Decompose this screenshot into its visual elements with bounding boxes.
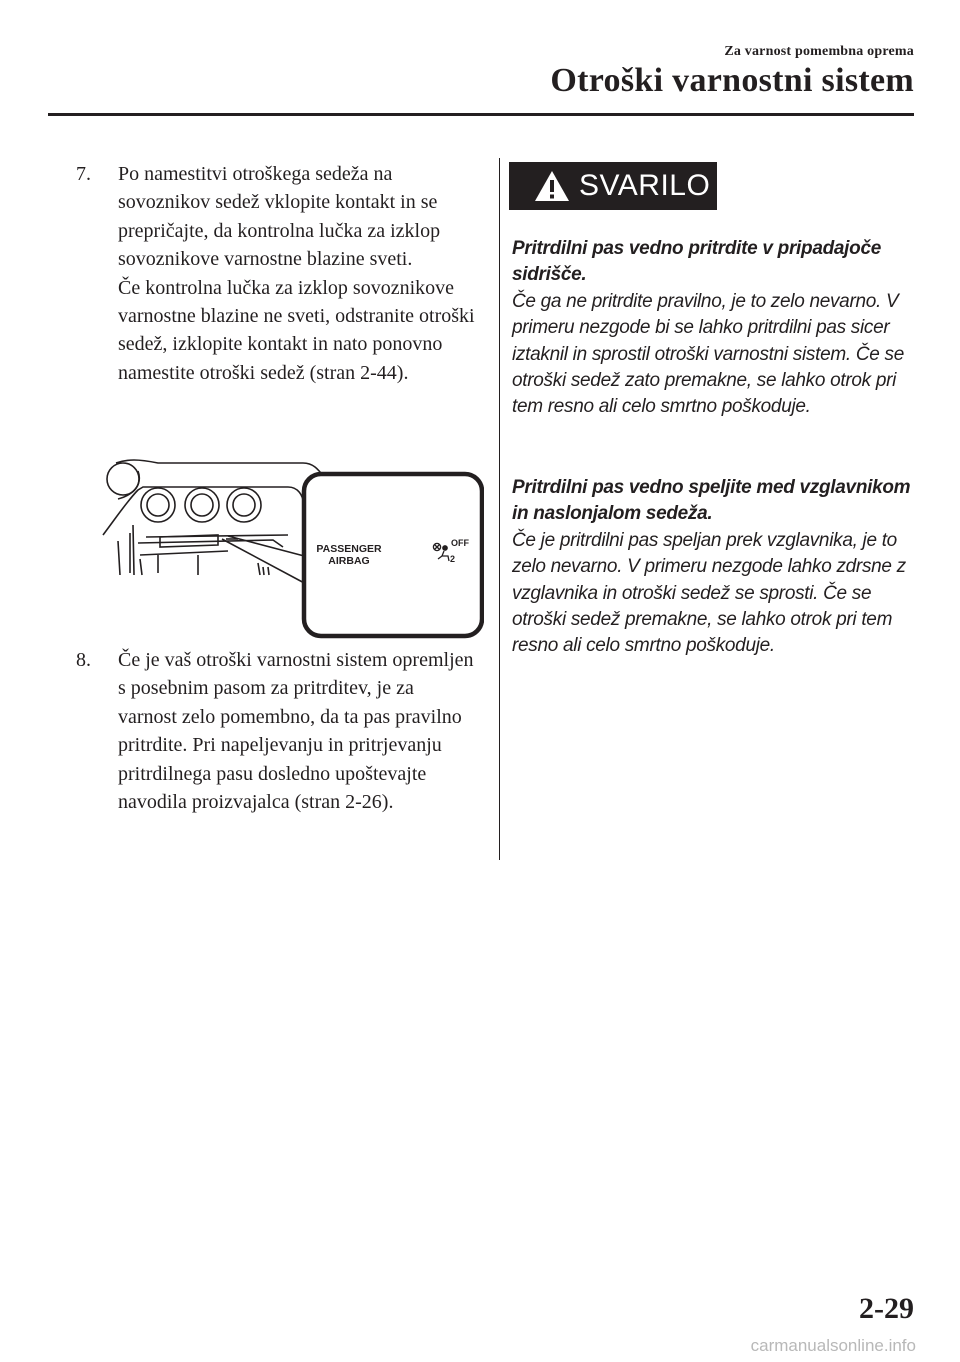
step-number: 7. bbox=[76, 163, 91, 185]
step-paragraph: Če je vaš otroški varnostni sistem opremljen s posebnim pasom za pritrditev, je za varnost zelo pomembno, da ta pas pravilno pritrdite. Pri napeljevanju in pritrjevanju pritrdilnega pasu dosledno upoštevajte navodila proizvajalca (stran 2-26). bbox=[118, 649, 474, 814]
warning-block-1 bbox=[512, 236, 922, 421]
step-number: 8. bbox=[76, 649, 91, 671]
step-body bbox=[76, 646, 476, 816]
airbag-icon-number: 2 bbox=[450, 554, 456, 564]
step-8 bbox=[76, 646, 476, 816]
warning-banner bbox=[509, 162, 717, 210]
warning-triangle-icon bbox=[533, 169, 571, 203]
warning-text: Če je pritrdilni pas speljan prek vzglavnika, je to zelo nevarno. V primeru nezgode lahko zdrsne z vzglavnika in otroški sedež se sprosti. Če se otroški sedež premakne, se lahko otrok pri tem resno ali celo smrtno poškoduje. bbox=[512, 529, 906, 657]
warning-text: Če ga ne pritrdite pravilno, je to zelo nevarno. V primeru nezgode bi se lahko pritrdilni pas sicer iztaknil in sprostil otroški varnostni sistem. Če se otroški sedež zato premakne, se lahko otrok pri tem resno ali celo smrtno poškoduje. bbox=[512, 290, 904, 418]
step-paragraph: Če kontrolna lučka za izklop sovoznikove varnostne blazine ne sveti, odstranite otroški sedež, izklopite kontakt in nato ponovno namestite otroški sedež (stran 2-44). bbox=[118, 276, 475, 384]
page-title: Otroški varnostni sistem bbox=[550, 62, 914, 99]
step-paragraph: Po namestitvi otroškega sedeža na sovoznikov sedež vklopite kontakt in se prepričajte, da kontrolna lučka za izklop sovoznikove varnostne blazine sveti. bbox=[118, 163, 441, 271]
indicator-label-line1: PASSENGER bbox=[316, 543, 382, 555]
watermark: carmanualsonline.info bbox=[750, 1336, 916, 1355]
warning-label: SVARILO bbox=[579, 169, 711, 202]
indicator-label-line2: AIRBAG bbox=[328, 555, 370, 567]
warning-lead: Pritrdilni pas vedno speljite med vzglavnikom in naslonjalom sedeža. bbox=[512, 477, 911, 525]
page-number: 2-29 bbox=[859, 1292, 914, 1325]
warning-lead: Pritrdilni pas vedno pritrdite v pripadajoče sidrišče. bbox=[512, 238, 881, 286]
airbag-indicator-figure bbox=[98, 455, 484, 640]
airbag-off-text: OFF bbox=[451, 538, 469, 548]
step-body bbox=[76, 160, 476, 387]
column-divider bbox=[499, 158, 500, 860]
header-rule bbox=[48, 113, 914, 116]
running-header-section: Za varnost pomembna oprema bbox=[724, 44, 914, 59]
warning-block-2 bbox=[512, 475, 922, 660]
step-7 bbox=[76, 160, 476, 387]
dashboard-illustration bbox=[98, 455, 484, 640]
